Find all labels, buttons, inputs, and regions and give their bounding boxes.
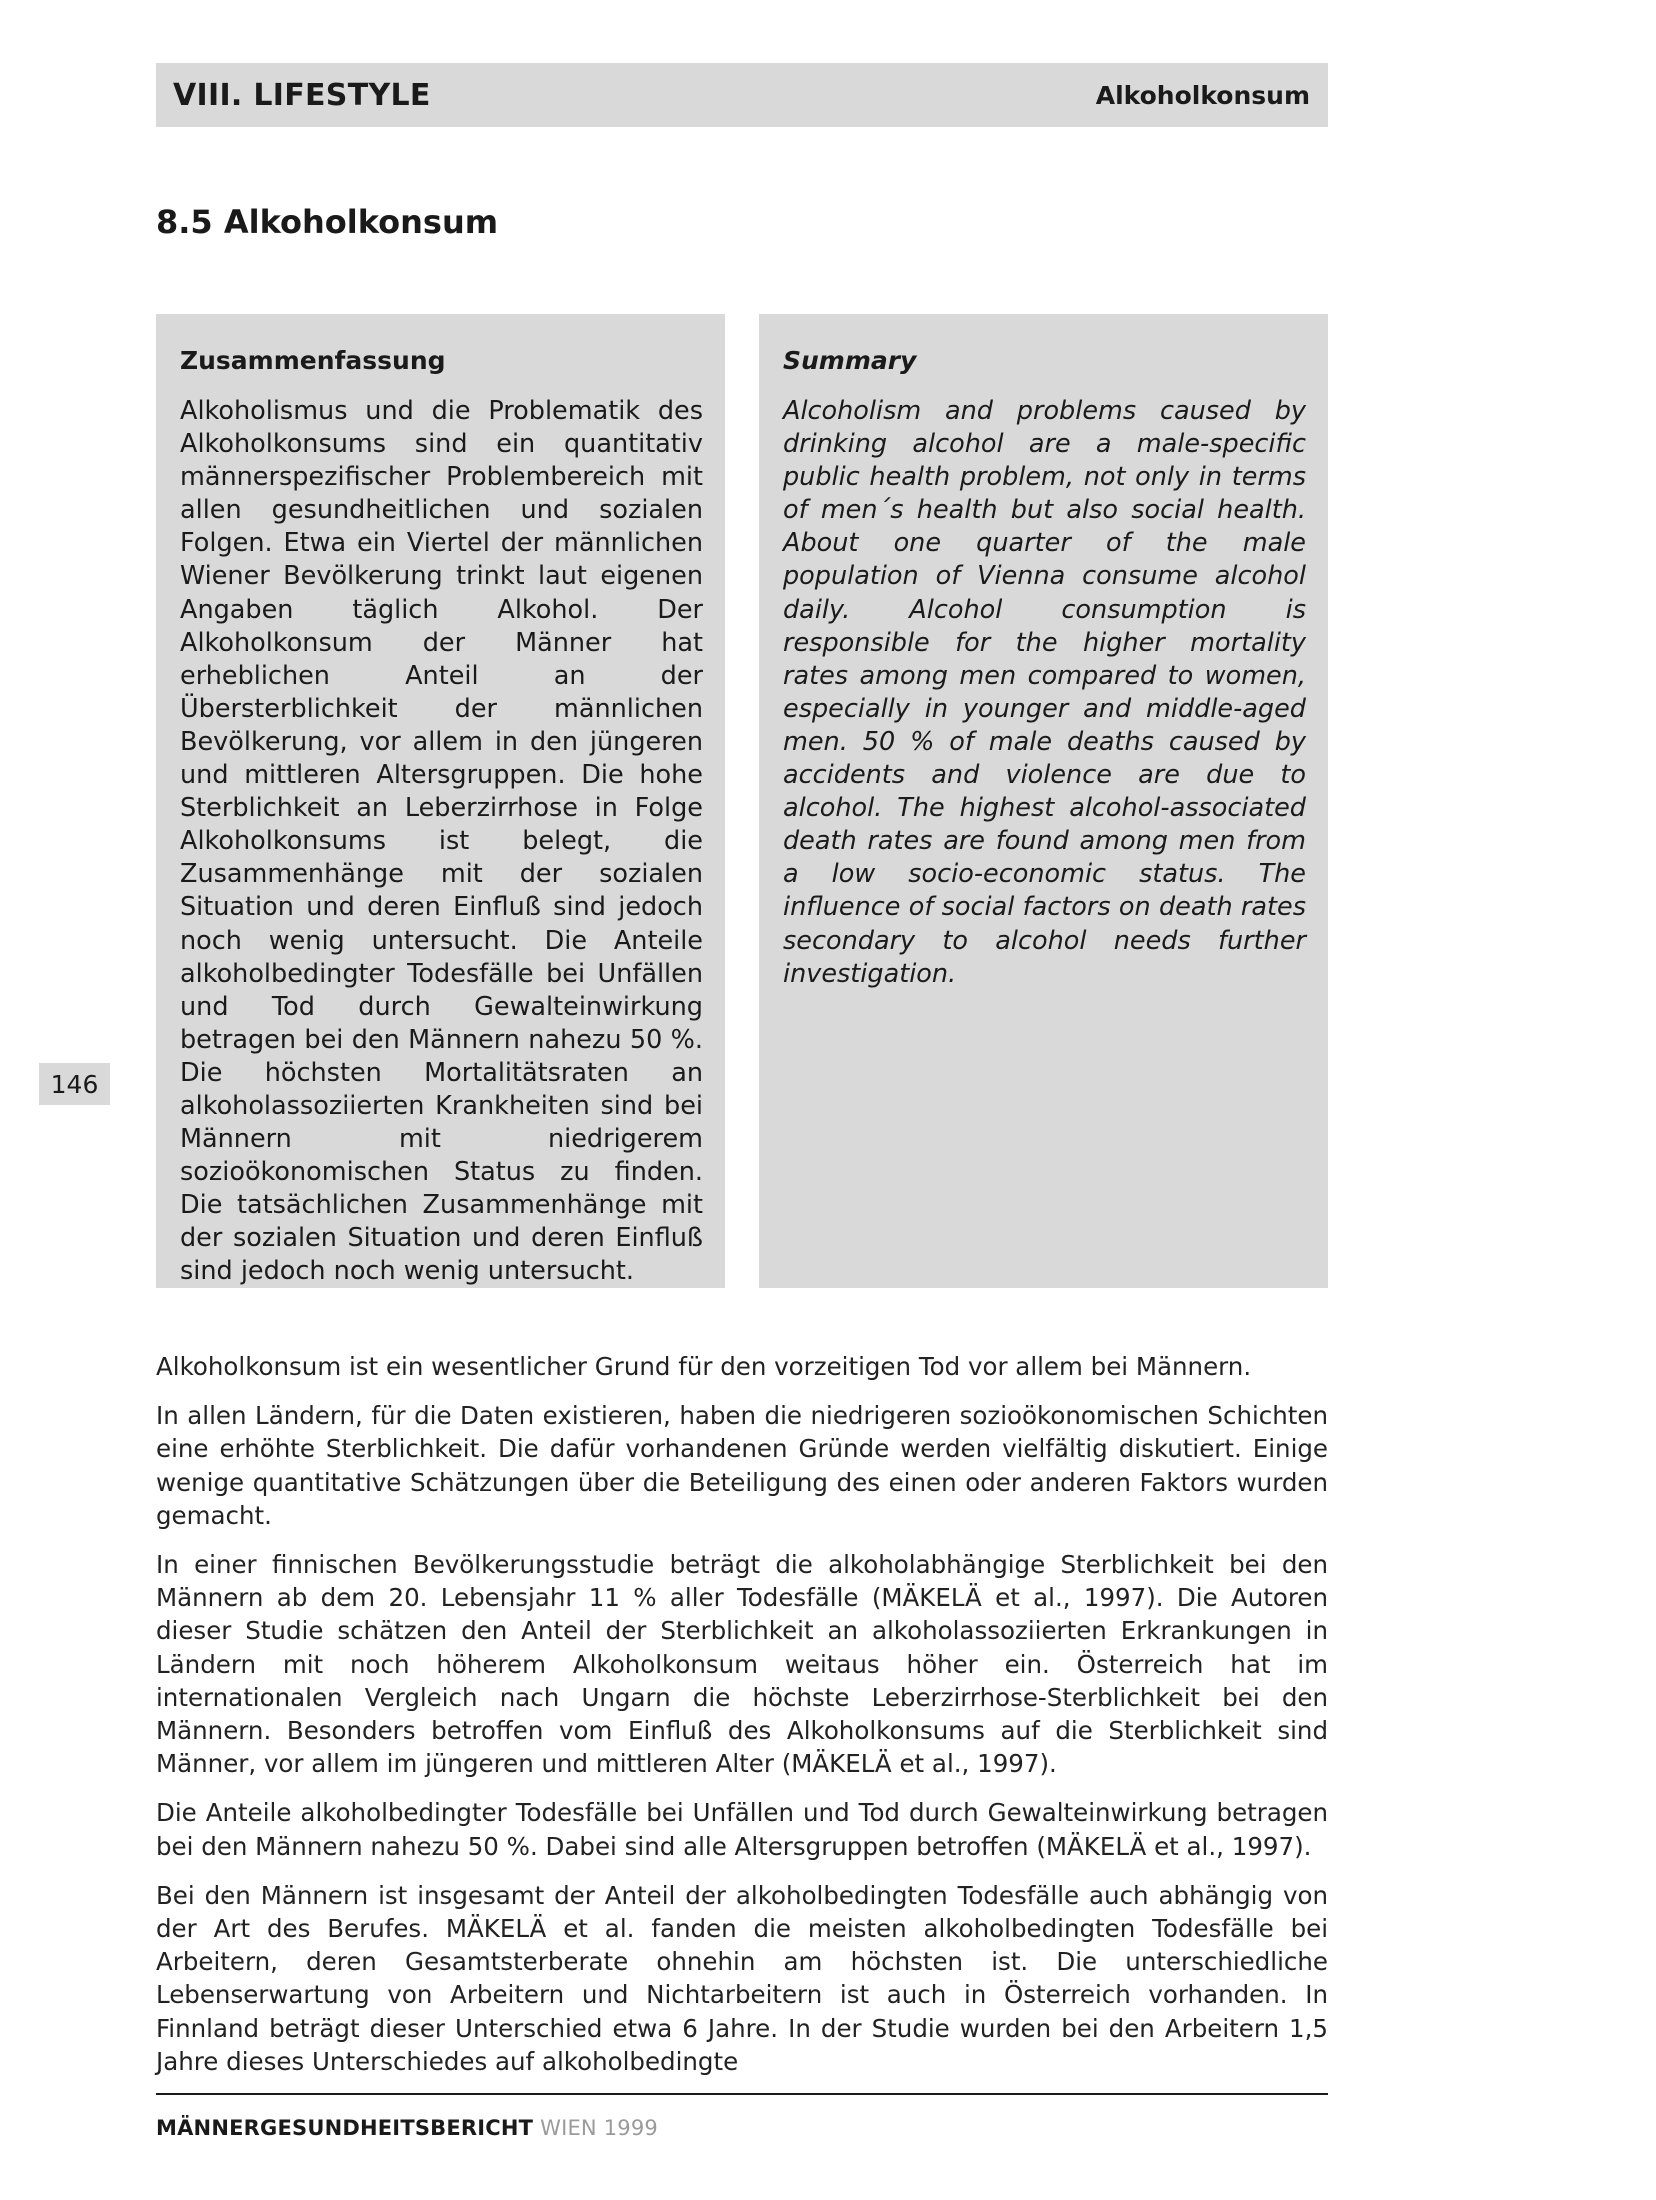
section-title: 8.5 Alkoholkonsum (156, 203, 499, 241)
summary-german-heading: Zusammenfassung (180, 346, 446, 375)
body-text (156, 1350, 1328, 2094)
footer-divider (156, 2093, 1328, 2095)
summary-german-text: Alkoholismus und die Problematik des Alkoholkonsums sind ein quantitativ männerspezifischer Problembereich mit allen gesundheitlichen und sozialen Folgen. Etwa ein Viertel der männlichen Wiener Bevölkerung trinkt laut eigenen Angaben täglich Alkohol. Der Alkoholkonsum der Männer hat erheblichen Anteil an der Übersterblichkeit der männlichen Bevölkerung, vor allem in den jüngeren und mittleren Altersgruppen. Die hohe Sterblichkeit an Leberzirrhose in Folge Alkoholkonsums ist belegt, die Zusammenhänge mit der sozialen Situation und deren Einfluß sind jedoch noch wenig untersucht. Die Anteile alkoholbedingter Todesfälle bei Unfällen und Tod durch Gewalteinwirkung betragen bei den Männern nahezu 50 %. Die höchsten Mortalitätsraten an alkoholassoziierten Krankheiten sind bei Männern mit niedrigerem sozioökonomischen Status zu finden. Die tatsächlichen Zusammenhänge mit der sozialen Situation und deren Einfluß sind jedoch noch wenig untersucht. (180, 396, 703, 1287)
summary-english-heading: Summary (783, 346, 917, 375)
body-paragraph: In allen Ländern, für die Daten existieren, haben die niedrigeren sozioökonomischen Schichten eine erhöhte Sterblichkeit. Die dafür vorhandenen Gründe werden vielfältig diskutiert. Einige wenige quantitative Schätzungen über die Beteiligung des einen oder anderen Faktors wurden gemacht. (156, 1401, 1328, 1530)
body-paragraph: Die Anteile alkoholbedingter Todesfälle bei Unfällen und Tod durch Gewalteinwirkung betragen bei den Männern nahezu 50 %. Dabei sind alle Altersgruppen betroffen (MÄKELÄ et al., 1997). (156, 1798, 1328, 1861)
footer-title: MÄNNERGESUNDHEITSBERICHT (156, 2116, 534, 2140)
summary-english-box (759, 314, 1328, 1288)
summary-german-box (156, 314, 725, 1288)
summary-english-text: Alcoholism and problems caused by drinking alcohol are a male-specific public health problem, not only in terms of men´s health but also social health. About one quarter of the male population of Vienna consume alcohol daily. Alcohol consumption is responsible for the higher mortality rates among men compared to women, especially in younger and middle-aged men. 50 % of male deaths caused by accidents and violence are due to alcohol. The highest alcohol-associated death rates are found among men from a low socio-economic status. The influence of social factors on death rates secondary to alcohol needs further investigation. (783, 396, 1306, 989)
page-number: 146 (39, 1063, 110, 1105)
body-paragraph: Bei den Männern ist insgesamt der Anteil der alkoholbedingten Todesfälle auch abhängig von der Art des Berufes. MÄKELÄ et al. fanden die meisten alkoholbedingten Todesfälle bei Arbeitern, deren Gesamtsterberate ohnehin am höchsten ist. Die unterschiedliche Lebenserwartung von Arbeitern und Nichtarbeitern ist auch in Österreich vorhanden. In Finnland beträgt dieser Unterschied etwa 6 Jahre. In der Studie wurden bei den Arbeitern 1,5 Jahre dieses Unterschiedes auf alkoholbedingte (156, 1880, 1328, 2076)
body-paragraph: Alkoholkonsum ist ein wesentlicher Grund für den vorzeitigen Tod vor allem bei Männern. (156, 1352, 1252, 1381)
chapter-header (156, 63, 1328, 127)
body-paragraph: In einer finnischen Bevölkerungsstudie beträgt die alkoholabhängige Sterblichkeit bei den Männern ab dem 20. Lebensjahr 11 % aller Todesfälle (MÄKELÄ et al., 1997). Die Autoren dieser Studie schätzen den Anteil der Sterblichkeit an alkoholassoziierten Erkrankungen in Ländern mit noch höherem Alkoholkonsum weitaus höher ein. Österreich hat im internationalen Vergleich nach Ungarn die höchste Leberzirrhose-Sterblichkeit bei den Männern. Besonders betroffen vom Einfluß des Alkoholkonsums auf die Sterblichkeit sind Männer, vor allem im jüngeren und mittleren Alter (MÄKELÄ et al., 1997). (156, 1550, 1328, 1779)
chapter-topic: Alkoholkonsum (1095, 80, 1310, 110)
footer (156, 2116, 658, 2140)
chapter-title: VIII. LIFESTYLE (173, 77, 431, 113)
footer-subtitle: WIEN 1999 (540, 2116, 658, 2140)
